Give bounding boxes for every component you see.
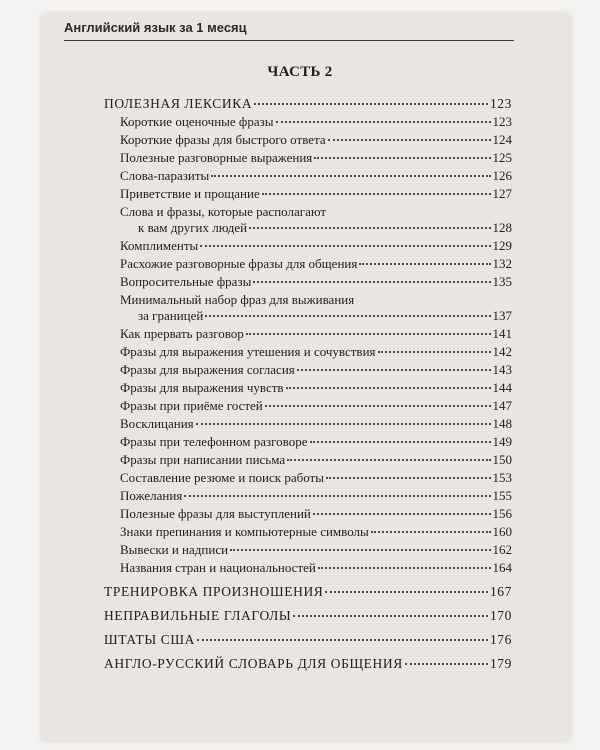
toc-label: Комплименты	[120, 238, 199, 253]
leader-dots	[254, 103, 488, 105]
leader-dots	[287, 459, 490, 461]
toc-page: 125	[492, 150, 512, 165]
toc-label: Пожелания	[120, 488, 183, 503]
part-title: ЧАСТЬ 2	[267, 64, 333, 80]
leader-dots	[310, 441, 491, 443]
toc-item[interactable]	[120, 488, 512, 504]
toc-page: 123	[489, 96, 512, 111]
leader-dots	[328, 139, 491, 141]
toc-item[interactable]	[138, 308, 512, 324]
leader-dots	[318, 567, 491, 569]
leader-dots	[230, 549, 490, 551]
toc-item[interactable]	[120, 524, 512, 540]
toc-page: 127	[492, 186, 512, 201]
leader-dots	[325, 591, 488, 593]
toc-page: 170	[489, 608, 512, 623]
toc-label: Знаки препинания и компьютерные символы	[120, 524, 369, 539]
toc-page: 141	[492, 326, 512, 341]
leader-dots	[276, 121, 491, 123]
toc-label: Вывески и надписи	[120, 542, 229, 557]
toc-page: 162	[492, 542, 512, 557]
toc-page: 135	[492, 274, 512, 289]
toc-item[interactable]	[120, 168, 512, 184]
toc-page: 164	[492, 560, 512, 575]
leader-dots	[249, 227, 490, 229]
toc-page: 149	[492, 434, 512, 449]
leader-dots	[293, 615, 488, 617]
toc-item-line1[interactable]: Слова и фразы, которые располагают	[120, 204, 327, 219]
toc-item[interactable]	[120, 344, 512, 360]
toc-label: Составление резюме и поиск работы	[120, 470, 324, 485]
toc-label: Фразы при приёме гостей	[120, 398, 263, 413]
toc-item[interactable]	[138, 220, 512, 236]
toc-page: 148	[492, 416, 512, 431]
toc-page: 147	[492, 398, 512, 413]
toc-label: Расхожие разговорные фразы для общения	[120, 256, 358, 271]
leader-dots	[313, 513, 491, 515]
toc-label: Вопросительные фразы	[120, 274, 252, 289]
toc-page: 128	[492, 220, 512, 235]
toc-label: ШТАТЫ США	[104, 632, 195, 647]
toc-item[interactable]	[120, 398, 512, 414]
toc-page: 142	[492, 344, 512, 359]
leader-dots	[314, 157, 490, 159]
toc-item[interactable]	[120, 256, 512, 272]
toc-label: Фразы при телефонном разговоре	[120, 434, 308, 449]
toc-item[interactable]	[120, 150, 512, 166]
toc-item[interactable]	[120, 186, 512, 202]
toc-label: Приветствие и прощание	[120, 186, 260, 201]
leader-dots	[253, 281, 490, 283]
toc-page: 153	[492, 470, 512, 485]
toc-page: 156	[492, 506, 512, 521]
leader-dots	[211, 175, 490, 177]
toc-item[interactable]	[120, 560, 512, 576]
toc-page: 132	[492, 256, 512, 271]
toc-label: Полезные разговорные выражения	[120, 150, 313, 165]
toc-section-irregular-verbs[interactable]	[104, 608, 512, 624]
toc-label: Названия стран и национальностей	[120, 560, 316, 575]
toc-item[interactable]	[120, 506, 512, 522]
leader-dots	[197, 639, 488, 641]
toc-page: 160	[492, 524, 512, 539]
toc-label: Слова-паразиты	[120, 168, 210, 183]
leader-dots	[205, 315, 490, 317]
leader-dots	[184, 495, 490, 497]
toc-label: Фразы для выражения согласия	[120, 362, 295, 377]
toc-item[interactable]	[120, 434, 512, 450]
leader-dots	[405, 663, 488, 665]
leader-dots	[371, 531, 491, 533]
leader-dots	[262, 193, 491, 195]
toc-item[interactable]	[120, 380, 512, 396]
leader-dots	[200, 245, 490, 247]
leader-dots	[297, 369, 491, 371]
toc-item[interactable]	[120, 238, 512, 254]
toc-page: 167	[489, 584, 512, 599]
toc-page: 123	[492, 114, 512, 129]
toc-page: 144	[492, 380, 512, 395]
toc-page: 124	[492, 132, 512, 147]
toc-item[interactable]	[120, 274, 512, 290]
toc-page: 150	[492, 452, 512, 467]
toc-label: Фразы для выражения утешения и сочувствия	[120, 344, 376, 359]
toc-label: Короткие оценочные фразы	[120, 114, 274, 129]
toc-label: Фразы при написании письма	[120, 452, 286, 467]
toc-item[interactable]	[120, 416, 512, 432]
toc-section-pronunciation[interactable]	[104, 584, 512, 600]
toc-label: Как прервать разговор	[120, 326, 244, 341]
toc-label: Восклицания	[120, 416, 194, 431]
leader-dots	[286, 387, 491, 389]
toc-item[interactable]	[120, 452, 512, 468]
toc-section-us-states[interactable]	[104, 632, 512, 648]
toc-section-dictionary[interactable]	[104, 656, 512, 672]
toc-label: НЕПРАВИЛЬНЫЕ ГЛАГОЛЫ	[104, 608, 292, 623]
toc-label: ПОЛЕЗНАЯ ЛЕКСИКА	[104, 96, 253, 111]
running-head: Английский язык за 1 месяц	[64, 20, 247, 35]
leader-dots	[378, 351, 491, 353]
leader-dots	[265, 405, 491, 407]
toc-label: к вам других людей	[138, 220, 248, 235]
toc-page: 137	[492, 308, 512, 323]
toc-label: за границей	[138, 308, 204, 323]
toc-label: АНГЛО-РУССКИЙ СЛОВАРЬ ДЛЯ ОБЩЕНИЯ	[104, 656, 403, 671]
toc-page: 129	[492, 238, 512, 253]
toc-label: Короткие фразы для быстрого ответа	[120, 132, 326, 147]
toc-item[interactable]	[120, 362, 512, 378]
toc-page: 179	[489, 656, 512, 671]
toc-page: 143	[492, 362, 512, 377]
toc-page: 126	[492, 168, 512, 183]
toc-item-line1[interactable]: Минимальный набор фраз для выживания	[120, 292, 355, 307]
toc-item[interactable]	[120, 132, 512, 148]
toc-section-useful-vocabulary[interactable]	[104, 96, 512, 112]
leader-dots	[359, 263, 490, 265]
leader-dots	[246, 333, 491, 335]
toc-item[interactable]	[120, 470, 512, 486]
toc-label: Полезные фразы для выступлений	[120, 506, 311, 521]
leader-dots	[196, 423, 491, 425]
toc-page: 155	[492, 488, 512, 503]
toc-label: Фразы для выражения чувств	[120, 380, 284, 395]
toc-label: ТРЕНИРОВКА ПРОИЗНОШЕНИЯ	[104, 584, 324, 599]
toc-item[interactable]	[120, 326, 512, 342]
toc-page: 176	[489, 632, 512, 647]
toc-item[interactable]	[120, 542, 512, 558]
leader-dots	[326, 477, 491, 479]
toc-item[interactable]	[120, 114, 512, 130]
